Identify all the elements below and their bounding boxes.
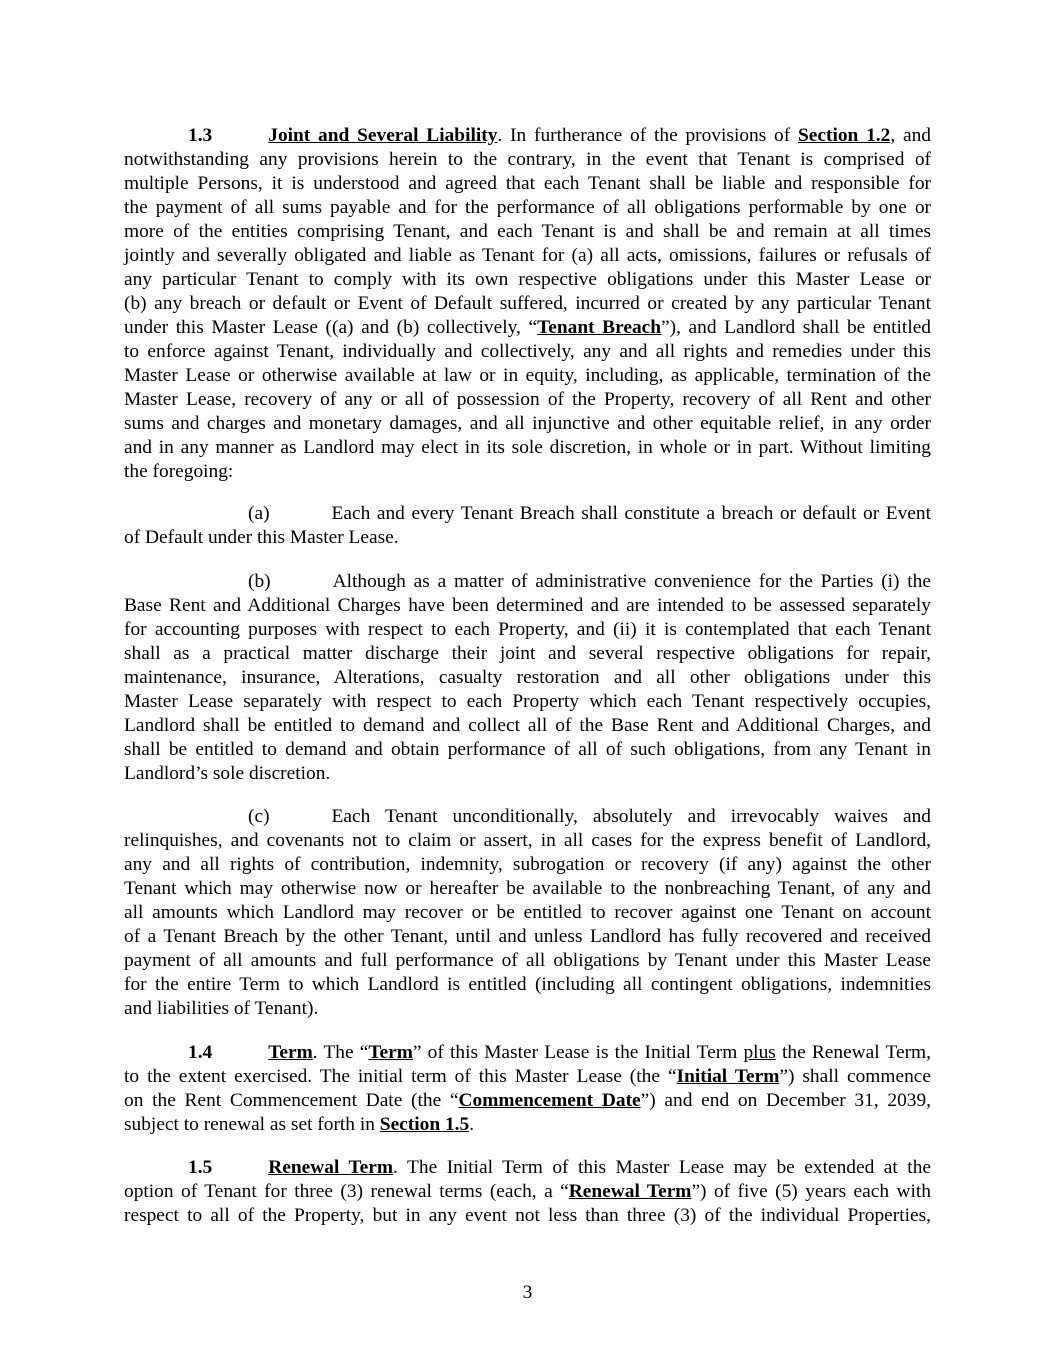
section-1-5-line-1: 1.5 Renewal Term. The Initial Term of this Master Lease may be extended at the: [188, 1157, 931, 1178]
defined-term: Renewal Term: [568, 1181, 692, 1202]
text-line: subject to renewal as set forth in Section 1.5.: [124, 1114, 475, 1135]
text-line: Base Rent and Additional Charges have been determined and are intended to be assessed separately: [124, 595, 931, 616]
text-line: sums and charges and monetary damages, and all injunctive and other equitable relief, in any order: [124, 413, 931, 434]
text-line: respect to all of the Property, but in any event not less than three (3) of the individual Properties,: [124, 1205, 931, 1226]
text-line: for the entire Term to which Landlord is entitled (including all contingent obligations, indemnities: [124, 974, 931, 995]
text-line: for accounting purposes with respect to each Property, and (ii) it is contemplated that each Tenant: [124, 619, 931, 640]
text-line: maintenance, insurance, Alterations, casualty restoration and all other obligations under this: [124, 667, 931, 688]
text-line: under this Master Lease ((a) and (b) collectively, “Tenant Breach”), and Landlord shall be entitled: [124, 317, 932, 338]
section-1-3-line-1: 1.3 Joint and Several Liability. In furtherance of the provisions of Section 1.2, and: [188, 125, 931, 146]
text-line: Master Lease, recovery of any or all of possession of the Property, recovery of all Rent and other: [124, 389, 931, 410]
text-line: shall be entitled to demand and obtain performance of all of such obligations, from any Tenant in: [124, 739, 931, 760]
text-line: payment of all amounts and full performance of all obligations by Tenant under this Master Lease: [124, 950, 931, 971]
section-number: 1.4: [188, 1042, 213, 1063]
text-line: Tenant which may otherwise now or hereafter be available to the nonbreaching Tenant, of any and: [124, 878, 931, 899]
defined-term: Initial Term: [676, 1066, 780, 1087]
page-number: 3: [522, 1282, 533, 1303]
subsection-label: (b): [248, 571, 271, 592]
text-line: multiple Persons, it is understood and agreed that each Tenant shall be liable and responsible for: [124, 173, 931, 194]
text-line: of a Tenant Breach by the other Tenant, until and unless Landlord has fully recovered and received: [124, 926, 931, 947]
text-line: Master Lease or otherwise available at law or in equity, including, as applicable, termination of the: [124, 365, 931, 386]
text-line: the foregoing:: [124, 461, 234, 482]
text-line: and in any manner as Landlord may elect in its sole discretion, in whole or in part. Without limiting: [124, 437, 931, 458]
section-reference: Section 1.2: [798, 125, 891, 146]
defined-term: Commencement Date: [458, 1090, 641, 1111]
subsection-a-line-1: (a) Each and every Tenant Breach shall constitute a breach or default or Event: [248, 503, 931, 524]
section-heading: Joint and Several Liability: [268, 125, 498, 146]
section-number: 1.3: [188, 125, 213, 146]
subsection-label: (c): [248, 806, 270, 827]
text-line: shall as a practical matter discharge their joint and several respective obligations for repair,: [124, 643, 931, 664]
text-line: jointly and severally obligated and liable as Tenant for (a) all acts, omissions, failures or refusals of: [124, 245, 931, 266]
text-line: option of Tenant for three (3) renewal terms (each, a “Renewal Term”) of five (5) years each with: [124, 1181, 931, 1202]
text-line: notwithstanding any provisions herein to the contrary, in the event that Tenant is comprised of: [124, 149, 931, 170]
subsection-b: [124, 570, 931, 786]
defined-term: Term: [368, 1042, 413, 1063]
text-line: the payment of all sums payable and for the performance of all obligations performable by one or: [124, 197, 931, 218]
defined-term: Tenant Breach: [537, 317, 662, 338]
subsection-b-line-1: (b) Although as a matter of administrative convenience for the Parties (i) the: [248, 571, 931, 592]
text-line: relinquishes, and covenants not to claim or assert, in all cases for the express benefit of Landlord,: [124, 830, 931, 851]
underlined-word: plus: [743, 1042, 776, 1063]
text-line: all amounts which Landlord may recover or be entitled to recover against one Tenant on account: [124, 902, 931, 923]
section-number: 1.5: [188, 1157, 213, 1178]
text-line: Master Lease separately with respect to each Property which each Tenant respectively occupies,: [124, 691, 931, 712]
text-line: any particular Tenant to comply with its own respective obligations under this Master Lease or: [124, 269, 931, 290]
section-heading: Renewal Term: [268, 1157, 394, 1178]
subsection-a: [124, 502, 931, 550]
text-line: to enforce against Tenant, individually and collectively, any and all rights and remedies under this: [124, 341, 931, 362]
text-line: (b) any breach or default or Event of Default suffered, incurred or created by any particular Tenant: [124, 293, 931, 314]
text-line: any and all rights of contribution, indemnity, subrogation or recovery (if any) against the other: [124, 854, 931, 875]
text-line: Landlord shall be entitled to demand and collect all of the Base Rent and Additional Charges, and: [124, 715, 931, 736]
text-line: Landlord’s sole discretion.: [124, 763, 331, 784]
text-line: of Default under this Master Lease.: [124, 527, 399, 548]
text-line: on the Rent Commencement Date (the “Commencement Date”) and end on December 31, 2039,: [124, 1090, 932, 1111]
subsection-label: (a): [248, 503, 270, 524]
subsection-c: [124, 805, 931, 1021]
section-1-3: [124, 124, 931, 484]
text-line: to the extent exercised. The initial term of this Master Lease (the “Initial Term”) shall commence: [124, 1066, 931, 1087]
section-1-4-line-1: 1.4 Term. The “Term” of this Master Lease is the Initial Term plus the Renewal Term,: [188, 1042, 931, 1063]
section-1-4: [124, 1041, 931, 1137]
section-1-5: [124, 1156, 931, 1228]
section-heading: Term: [268, 1042, 313, 1063]
text-line: more of the entities comprising Tenant, and each Tenant is and shall be and remain at all times: [124, 221, 931, 242]
subsection-c-line-1: (c) Each Tenant unconditionally, absolutely and irrevocably waives and: [248, 806, 931, 827]
section-reference: Section 1.5: [379, 1114, 470, 1135]
text-line: and liabilities of Tenant).: [124, 998, 319, 1019]
